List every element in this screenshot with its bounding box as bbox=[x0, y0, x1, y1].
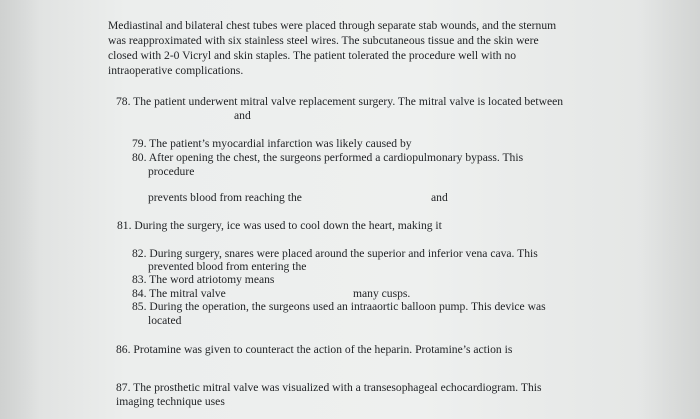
question-85-line-1: 85. During the operation, the surgeons used an intraaortic balloon pump. This device was bbox=[132, 300, 546, 313]
question-85-line-2: located bbox=[148, 314, 182, 327]
question-82-line-1: 82. During surgery, snares were placed around the superior and inferior vena cava. This bbox=[132, 247, 538, 260]
question-80-line-3b: and bbox=[431, 191, 448, 204]
question-82-line-2: prevented blood from entering the bbox=[148, 260, 307, 273]
page-shadow-right bbox=[640, 0, 700, 419]
question-79: 79. The patient’s myocardial infarction was likely caused by bbox=[132, 137, 412, 150]
question-80-line-2: procedure bbox=[148, 165, 195, 178]
question-78-line-2: and bbox=[234, 109, 251, 122]
question-84b: many cusps. bbox=[353, 287, 411, 300]
paragraph-line-3: closed with 2-0 Vicryl and skin staples. The patient tolerated the procedure well with no bbox=[108, 49, 517, 62]
question-80-line-1: 80. After opening the chest, the surgeons performed a cardiopulmonary bypass. This bbox=[132, 151, 524, 164]
page-shadow-left bbox=[0, 0, 40, 419]
paragraph-line-2: was reapproximated with six stainless steel wires. The subcutaneous tissue and the skin were bbox=[108, 34, 539, 47]
question-87-line-1: 87. The prosthetic mitral valve was visualized with a transesophageal echocardiogram. This bbox=[116, 381, 542, 394]
question-86: 86. Protamine was given to counteract the action of the heparin. Protamine’s action is bbox=[116, 343, 513, 356]
question-80-line-3a: prevents blood from reaching the bbox=[148, 191, 302, 204]
paragraph-line-4: intraoperative complications. bbox=[108, 64, 244, 77]
question-81: 81. During the surgery, ice was used to cool down the heart, making it bbox=[117, 219, 442, 232]
paragraph-line-1: Mediastinal and bilateral chest tubes were placed through separate stab wounds, and the sternum bbox=[108, 19, 557, 32]
question-87-line-2: imaging technique uses bbox=[116, 395, 225, 408]
question-83: 83. The word atriotomy means bbox=[132, 273, 275, 286]
question-78-line-1: 78. The patient underwent mitral valve replacement surgery. The mitral valve is located between bbox=[116, 95, 564, 108]
question-84a: 84. The mitral valve bbox=[132, 287, 226, 300]
